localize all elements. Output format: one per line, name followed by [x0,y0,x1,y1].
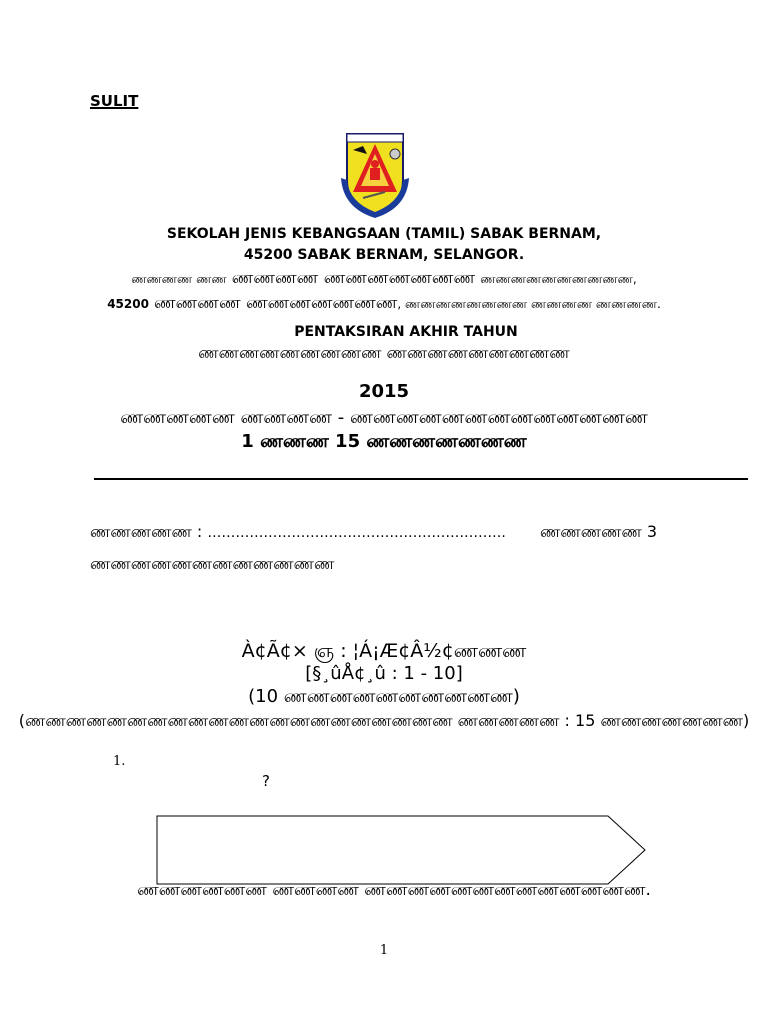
school-crest-logo [337,128,413,220]
arrow-shape-answer-box [156,813,648,887]
exam-duration: 1 ணணண 15 ணணணணணணண [241,431,527,452]
page-number: 1 [379,943,389,958]
section-heading: À¢Ã¢× ஞ : ¦Á¡Æ¢Â½¢ணணண [241,640,527,662]
question-instruction: ணணணணணண ணணணண ணணணணணணணணணணணணண. [137,880,651,900]
exam-year: 2015 [358,381,410,402]
school-name-tamil-line2 [0,293,768,315]
section-time-note: (ணணணணணணணணணணணணணணணணணணணணண ணணணணண : 15 ணணணணணணண) [18,711,750,730]
school-name-line1: SEKOLAH JENIS KEBANGSAAN (TAMIL) SABAK BERNAM, [166,226,602,242]
section-marks: (10 ணணணணணணணணணண) [248,686,520,707]
name-label: ணணணணண : [90,522,203,541]
name-blank[interactable]: ………………………………………………………. [207,525,506,541]
school-name-tamil-line1 [0,268,768,290]
exam-title-tamil: ணணணணணணணணண ணணணணணணணணண [198,343,570,362]
student-name-row [90,522,506,543]
tamil-line2-suffix: , ணணணணணணணண ணணணண ணணணண. [397,297,661,311]
question-mark: ? [262,772,270,790]
section-question-range: [§¸ûÅ¢¸û : 1 - 10] [305,663,463,684]
exam-subject: ணணணணண ணணணண - ணணணணணணணணணணணணண [120,407,648,428]
tamil-line1-suffix: ணணணணணணணணணண, [480,272,637,286]
class-label: ணணணணண 3 [540,522,658,541]
question-number: 1. [113,754,126,769]
tamil-line1-prefix: ணணணண ணண [131,272,227,286]
school-name-line2: 45200 SABAK BERNAM, SELANGOR. [243,247,525,263]
class-value: ணணணணணணணணணணணண [90,554,335,573]
sulit-label: SULIT [90,92,139,110]
tamil-line2-code: 45200 [107,297,149,311]
divider [94,478,748,480]
tamil-line1-mid: ணணணண ணணணணணணண [231,268,476,288]
exam-title: PENTAKSIRAN AKHIR TAHUN [294,324,518,340]
tamil-line2-mid: ணணணண ணணணணணணண [154,293,398,313]
